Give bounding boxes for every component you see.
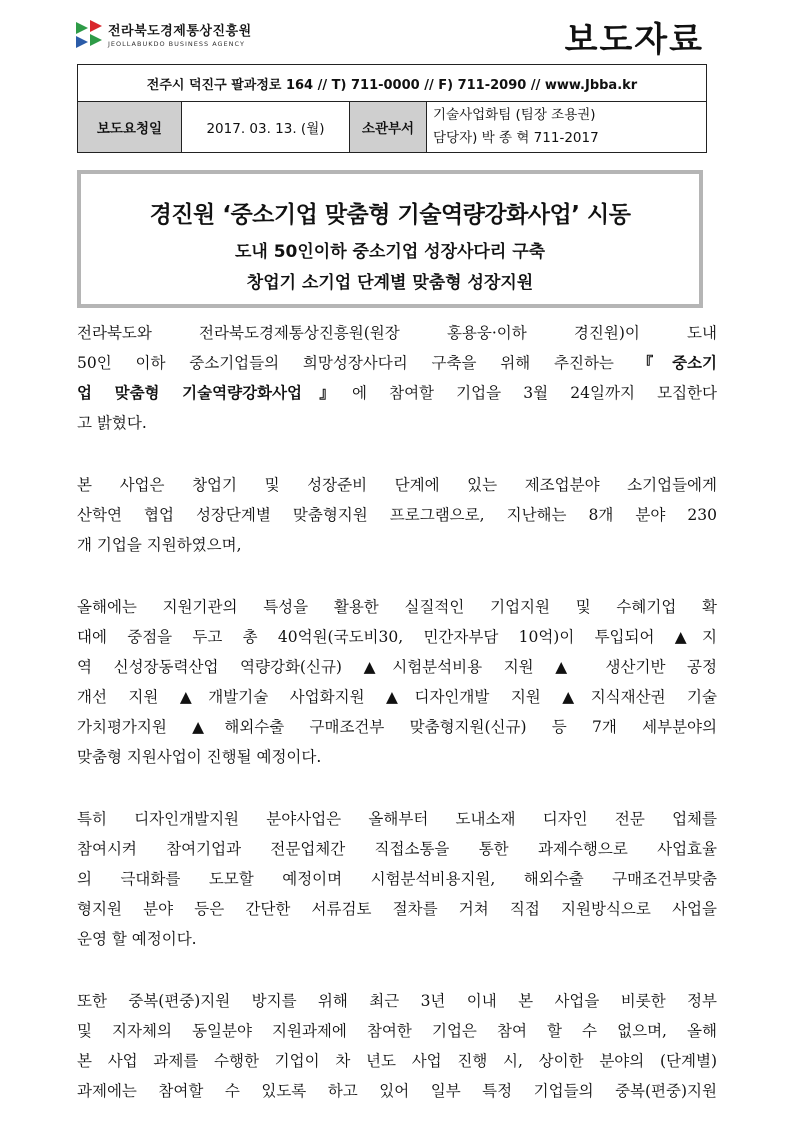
department-value <box>427 102 707 153</box>
document-type-title: 보도자료 <box>564 20 704 60</box>
headline-subtitle-2: 창업기 소기업 단계별 맞춤형 성장지원 <box>246 273 534 293</box>
headline-subtitle-1: 도내 50인이하 중소기업 성장사다리 구축 <box>234 242 546 262</box>
agency-logo-icon <box>74 18 104 52</box>
paragraph-line: 과제에는 참여할 수 있도록 하고 있어 일부 특정 기업들의 중복(편중)지원 <box>77 1082 718 1100</box>
paragraph-1 <box>77 318 717 438</box>
paragraph-line: 본 사업은 창업기 및 성장준비 단계에 있는 제조업분야 소기업들에게 <box>77 476 717 494</box>
headline-box <box>77 170 703 308</box>
department-label: 소관부서 <box>350 102 427 153</box>
paragraph-line: 또한 중복(편중)지원 방지를 위해 최근 3년 이내 본 사업을 비롯한 정부 <box>77 992 717 1010</box>
paragraph-5 <box>77 986 717 1106</box>
paragraph-2 <box>77 470 717 560</box>
page-header <box>74 10 714 60</box>
paragraph-line: 개 기업을 지원하였으며, <box>77 536 242 554</box>
agency-name: 전라북도경제통상진흥원 <box>108 24 252 39</box>
paragraph-line: 올해에는 지원기관의 특성을 활용한 실질적인 기업지원 및 수혜기업 확 <box>77 598 717 616</box>
paragraph-line: 운영 할 예정이다. <box>77 930 197 948</box>
paragraph-line: 전라북도와 전라북도경제통상진흥원(원장 홍용웅·이하 경진원)이 도내 <box>77 324 717 342</box>
request-date-value: 2017. 03. 13. (월) <box>182 102 350 153</box>
article-body <box>77 318 717 1138</box>
paragraph-line: 고 밝혔다. <box>77 414 147 432</box>
paragraph-line: 의 극대화를 도모할 예정이며 시험분석비용지원, 해외수출 구매조건부맞춤 <box>77 870 717 888</box>
agency-logo <box>74 16 274 60</box>
paragraph-line: 형지원 분야 등은 간단한 서류검토 절차를 거쳐 직접 지원방식으로 사업을 <box>77 900 717 918</box>
project-name-emphasis: 업 맞춤형 기술역량강화사업』 <box>77 383 352 402</box>
paragraph-line: 역 신성장동력산업 역량강화(신규) ▲시험분석비용 지원 ▲ 생산기반 공정 <box>77 658 717 676</box>
press-info-table <box>77 64 707 153</box>
request-date-label: 보도요청일 <box>78 102 182 153</box>
paragraph-4 <box>77 804 717 954</box>
paragraph-line: 맞춤형 지원사업이 진행될 예정이다. <box>77 748 322 766</box>
contact-address-line: 전주시 덕진구 팔과정로 164 // T) 711-0000 // F) 711-2090 // www.Jbba.kr <box>78 65 707 102</box>
paragraph-3 <box>77 592 717 772</box>
paragraph-line: 가치평가지원 ▲해외수출 구매조건부 맞춤형지원(신규) 등 7개 세부분야의 <box>77 718 717 736</box>
department-team: 기술사업화팀 (팀장 조용권) <box>433 107 596 123</box>
paragraph-line: 본 사업 과제를 수행한 기업이 차 년도 사업 진행 시, 상이한 분야의 (단계별) <box>77 1052 717 1070</box>
paragraph-line: 개선 지원 ▲개발기술 사업화지원 ▲디자인개발 지원 ▲지식재산권 기술 <box>77 688 717 706</box>
department-contact: 담당자) 박 종 혁 711-2017 <box>433 130 599 146</box>
paragraph-line: 특히 디자인개발지원 분야사업은 올해부터 도내소재 디자인 전문 업체를 <box>77 810 717 828</box>
project-name-emphasis: 『중소기 <box>637 353 718 372</box>
agency-english-name: JEOLLABUKDO BUSINESS AGENCY <box>108 40 245 48</box>
headline-title: 경진원 ‘중소기업 맞춤형 기술역량강화사업’ 시동 <box>149 202 631 228</box>
paragraph-line: 참여시켜 참여기업과 전문업체간 직접소통을 통한 과제수행으로 사업효율 <box>77 840 717 858</box>
paragraph-line: 및 지자체의 동일분야 지원과제에 참여한 기업은 참여 할 수 없으며, 올해 <box>77 1022 717 1040</box>
paragraph-line: 50인 이하 중소기업들의 희망성장사다리 구축을 위해 추진하는 『중소기 <box>77 353 718 372</box>
paragraph-line: 대에 중점을 두고 총 40억원(국도비30, 민간자부담 10억)이 투입되어 ▲지 <box>77 628 717 646</box>
paragraph-line: 업 맞춤형 기술역량강화사업』에 참여할 기업을 3월 24일까지 모집한다 <box>77 383 717 402</box>
paragraph-line: 산학연 협업 성장단계별 맞춤형지원 프로그램으로, 지난해는 8개 분야 230 <box>77 506 717 524</box>
